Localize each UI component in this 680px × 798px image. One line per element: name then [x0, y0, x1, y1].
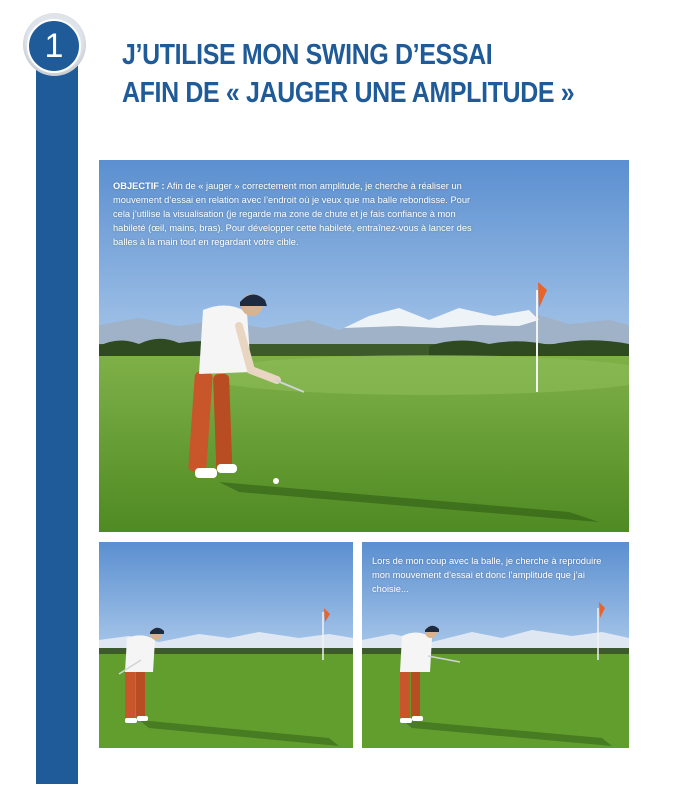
- bottom-left-photo: [99, 542, 353, 748]
- step-number: 1: [27, 19, 81, 73]
- bottom-right-photo: [362, 542, 629, 748]
- page-title: [122, 36, 574, 112]
- step-badge: [23, 13, 86, 76]
- sidebar-bar: [36, 40, 78, 784]
- bottom-left-photo-illustration: [99, 542, 353, 748]
- title-line-2: AFIN DE « JAUGER UNE AMPLITUDE »: [122, 77, 575, 109]
- title-line-1: J’UTILISE MON SWING D’ESSAI: [122, 39, 493, 71]
- main-caption-label: OBJECTIF :: [113, 181, 165, 191]
- main-caption-text: Afin de « jauger » correctement mon amplitude, je cherche à réaliser un mouvement d’essai en relation avec l’endroit où je veux que ma balle rebondisse. Pour cela j’utilise la visualisation (je regarde ma zone de chute et je fais confiance à mon habileté (œil, mains, bras). Pour développer cette habileté, entraînez-vous à lancer des balles à la main tout en regardant votre cible.: [113, 181, 472, 247]
- secondary-caption: Lors de mon coup avec la balle, je cherche à reproduire mon mouvement d’essai et donc l’amplitude que j’ai choisie...: [372, 556, 602, 594]
- main-caption: [113, 179, 483, 249]
- main-photo: [99, 160, 629, 532]
